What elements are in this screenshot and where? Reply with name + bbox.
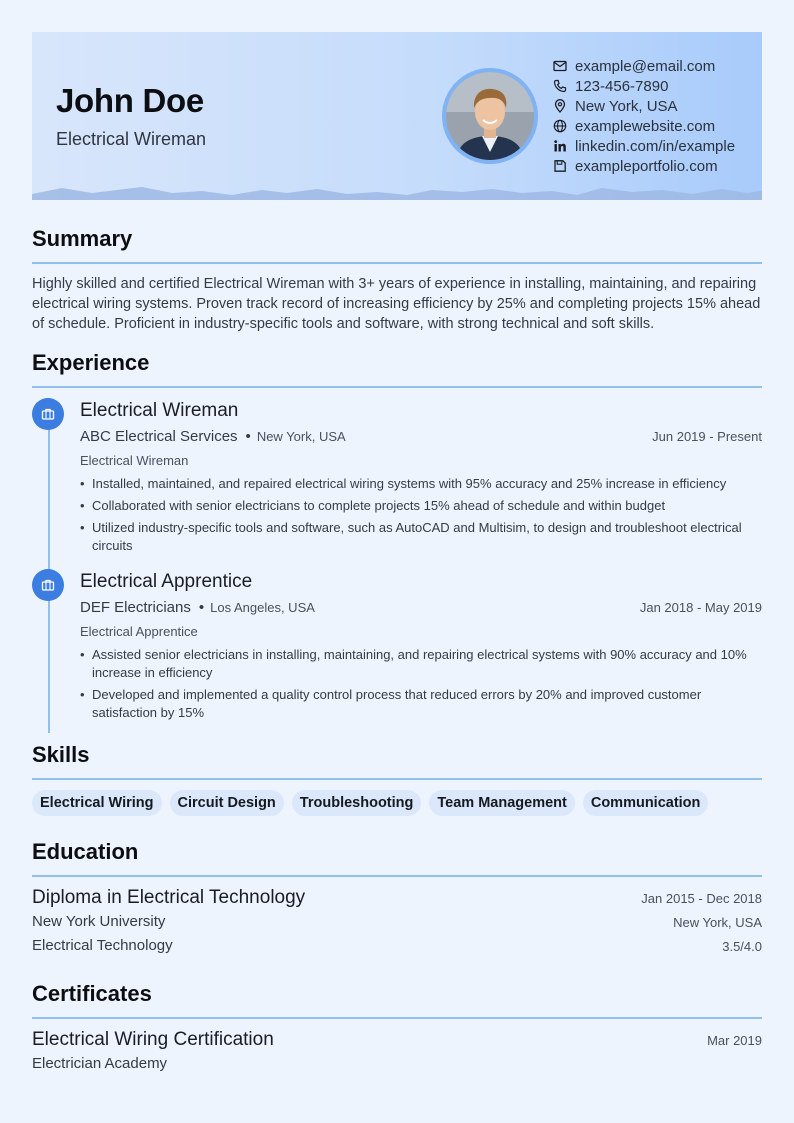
education-heading: Education <box>32 839 139 864</box>
certificate-entry <box>32 1029 762 1079</box>
contact-portfolio[interactable] <box>552 156 735 176</box>
header-wave-decoration <box>32 184 762 200</box>
education-dates: Jan 2015 - Dec 2018 <box>641 891 762 906</box>
company-name: ABC Electrical Services <box>80 428 238 445</box>
resume-header <box>32 32 762 200</box>
briefcase-icon <box>32 569 64 601</box>
contact-phone-text: 123-456-7890 <box>575 77 669 95</box>
experience-timeline <box>32 398 762 738</box>
company-name: DEF Electricians <box>80 599 191 616</box>
certificates-section <box>32 981 762 1079</box>
skill-chip: Communication <box>583 790 709 816</box>
email-icon <box>552 58 568 74</box>
certificate-name: Electrical Wiring Certification <box>32 1029 274 1050</box>
contact-linkedin[interactable] <box>552 136 735 156</box>
globe-icon <box>552 118 568 134</box>
skill-chip: Team Management <box>429 790 574 816</box>
section-divider <box>32 1017 762 1019</box>
list-item: • Utilized industry-specific tools and software, such as AutoCAD and Multisim, to design and troubleshoot electrical circuits <box>80 519 762 555</box>
section-divider <box>32 386 762 388</box>
summary-text: Highly skilled and certified Electrical Wireman with 3+ years of experience in installing, maintaining, and repairing electrical wiring systems. Proven track record of increasing efficiency by 25% and completing projects 15% ahead of schedule. Proficient in industry-specific tools and software, with strong technical and soft skills. <box>32 276 761 332</box>
skill-chips <box>32 790 762 816</box>
briefcase-icon <box>32 398 64 430</box>
job-dates: Jan 2018 - May 2019 <box>639 600 762 615</box>
experience-section <box>32 350 762 730</box>
job-title: Electrical Wireman <box>80 400 239 421</box>
candidate-name: John Doe <box>56 82 204 119</box>
list-item: • Collaborated with senior electricians to complete projects 15% ahead of schedule and within budget <box>80 497 762 515</box>
education-entry <box>32 887 762 961</box>
skills-section <box>32 742 762 816</box>
contact-linkedin-text: linkedin.com/in/example <box>575 137 736 155</box>
section-divider <box>32 875 762 877</box>
avatar <box>442 68 538 164</box>
contact-portfolio-text: exampleportfolio.com <box>575 157 718 175</box>
skill-chip: Electrical Wiring <box>32 790 162 816</box>
contact-phone[interactable] <box>552 76 735 96</box>
contact-location-text: New York, USA <box>575 97 678 115</box>
certificate-row <box>32 1055 762 1079</box>
field-of-study: Electrical Technology <box>32 937 173 954</box>
education-section <box>32 839 762 961</box>
contact-email[interactable] <box>552 56 735 76</box>
school-name: New York University <box>32 913 166 930</box>
contact-location <box>552 96 735 116</box>
experience-heading: Experience <box>32 350 150 375</box>
location-icon <box>552 98 568 114</box>
degree-title: Diploma in Electrical Technology <box>32 887 306 908</box>
certificate-issuer: Electrician Academy <box>32 1055 168 1072</box>
education-row <box>32 913 762 937</box>
contact-email-text: example@email.com <box>575 57 716 75</box>
candidate-role: Electrical Wireman <box>56 129 207 149</box>
list-item: • Developed and implemented a quality control process that reduced errors by 20% and improved customer satisfaction by 15% <box>80 686 762 722</box>
certificate-row <box>32 1029 762 1055</box>
linkedin-icon <box>552 138 568 154</box>
profile-photo <box>446 72 534 160</box>
job-location: Los Angeles, USA <box>210 600 315 615</box>
contact-list <box>552 56 735 176</box>
education-row <box>32 887 762 913</box>
job-company <box>80 599 315 616</box>
list-item: • Assisted senior electricians in installing, maintaining, and repairing electrical systems with 90% accuracy and 10% increase in efficiency <box>80 646 762 682</box>
skills-heading: Skills <box>32 742 90 767</box>
certificate-date: Mar 2019 <box>707 1033 762 1048</box>
job-title: Electrical Apprentice <box>80 571 253 592</box>
gpa: 3.5/4.0 <box>722 939 762 954</box>
summary-heading: Summary <box>32 226 133 251</box>
job-bullets <box>80 646 762 726</box>
separator-dot: • <box>245 428 251 445</box>
skill-chip: Circuit Design <box>170 790 284 816</box>
education-row <box>32 937 762 961</box>
phone-icon <box>552 78 568 94</box>
job-location: New York, USA <box>256 429 346 444</box>
job-subtitle: Electrical Apprentice <box>80 624 198 639</box>
job-bullets <box>80 475 762 559</box>
contact-website-text: examplewebsite.com <box>575 117 716 135</box>
job-dates: Jun 2019 - Present <box>652 429 762 444</box>
list-item: • Installed, maintained, and repaired electrical wiring systems with 95% accuracy and 25% increase in efficiency <box>80 475 762 493</box>
job-subtitle: Electrical Wireman <box>80 453 189 468</box>
section-divider <box>32 262 762 264</box>
certificates-heading: Certificates <box>32 981 152 1006</box>
contact-website[interactable] <box>552 116 735 136</box>
section-divider <box>32 778 762 780</box>
school-location: New York, USA <box>673 915 762 930</box>
portfolio-icon <box>552 158 568 174</box>
job-company <box>80 428 346 445</box>
skill-chip: Troubleshooting <box>292 790 422 816</box>
separator-dot: • <box>198 599 205 616</box>
summary-section <box>32 226 762 334</box>
